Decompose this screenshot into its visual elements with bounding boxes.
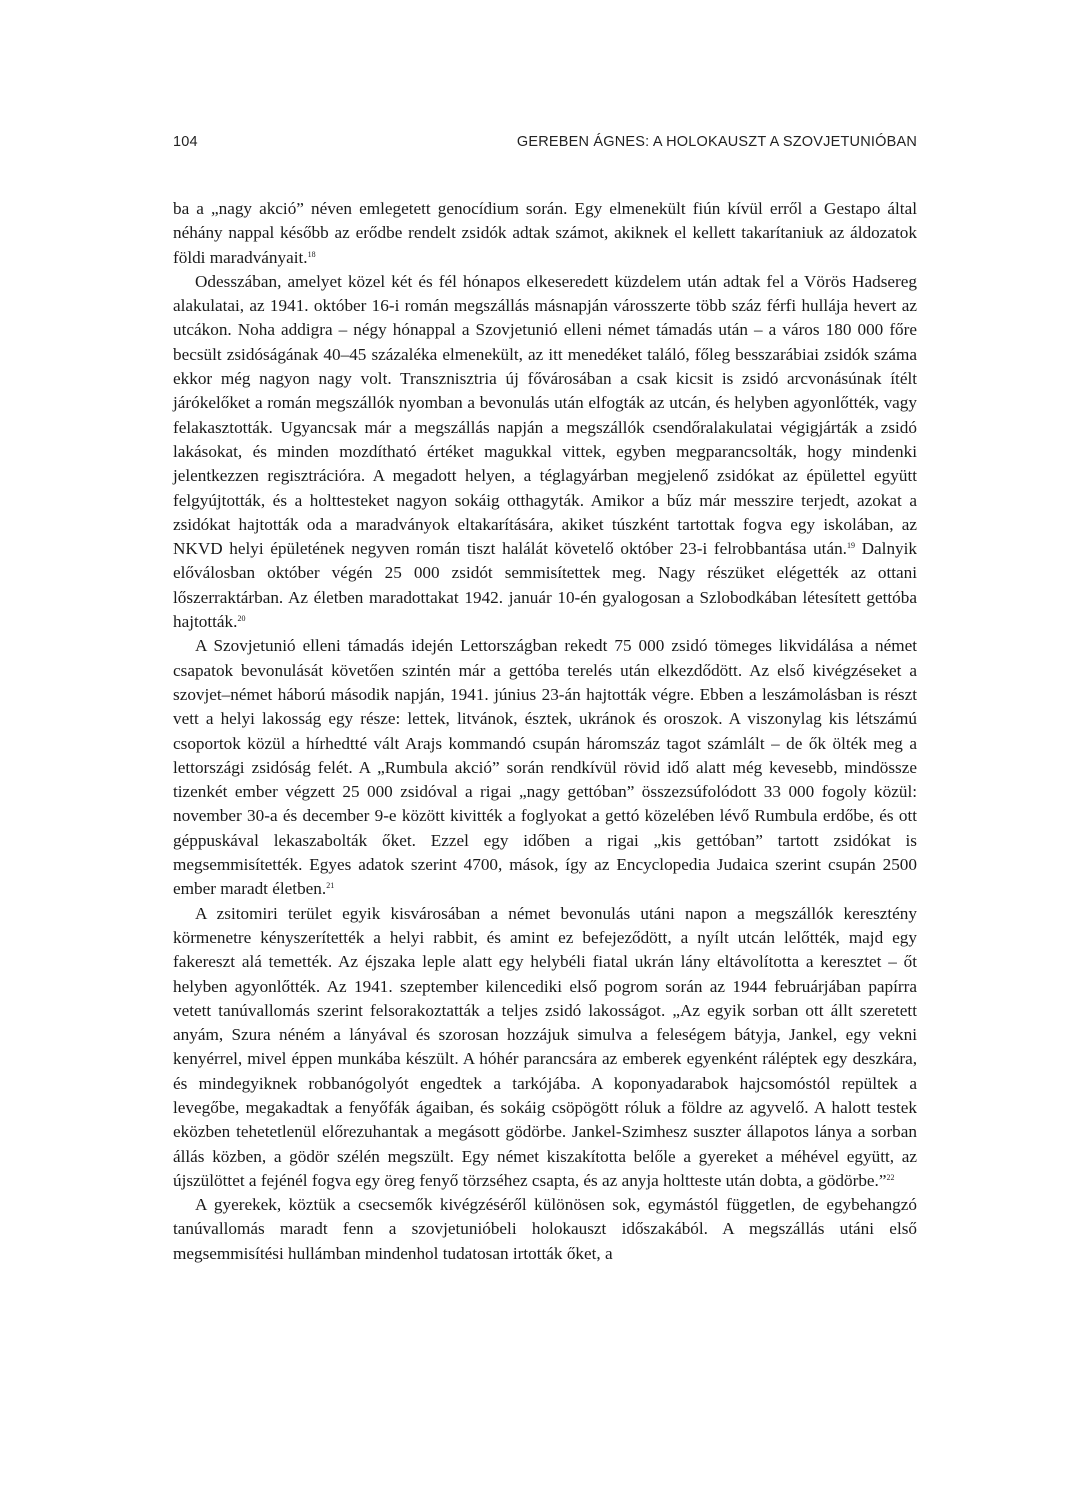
paragraph-3 [173, 634, 917, 901]
running-title: GEREBEN ÁGNES: A HOLOKAUSZT A SZOVJETUNIÓBAN [516, 134, 917, 150]
paragraph-2 [173, 270, 917, 634]
paragraph-1-text: ba a „nagy akció” néven emlegetett genocídium során. Egy elmenekült fiún kívül erről a Gestapo által néhány nappal később az erődbe rendelt zsidók adtak számot, akiknek el kellett takarítaniuk az áldozatok földi maradványait. [173, 199, 917, 267]
running-header [173, 134, 917, 156]
footnote-ref-19: 19 [846, 541, 855, 551]
paragraph-2-tail: Dalnyik előválosban október végén 25 000 zsidót semmisítettek meg. Nagy részüket elégették az ottani lőszerraktárban. Az életben maradottakat 1942. január 10-én gyalogosan a Szlobodkában létesített gettóba hajtották. [173, 539, 918, 632]
paragraph-2-text: Odesszában, amelyet közel két és fél hónapos elkeseredett küzdelem után adtak fel a Vörös Hadsereg alakulatai, az 1941. október 16-i román megszállás másnapján városszerte több száz férfi hullája hevert az utcákon. Noha addigra – négy hónappal a Szovjetunió elleni német támadás után – a város 180 000 főre becsült zsidóságának 40–45 százaléka elmenekült, az itt menedéket találó, főleg besszarábiai zsidók száma ekkor még nagyon nagy volt. Transznisztria új fővárosában a csak kicsit is zsidó arcvonásúnak ítélt járókelőket a román megszállók nyomban a bevonulás után elfogták az utcán, és helyben agyonlőtték, vagy felakasztották. Ugyancsak már a megszállás napján a megszállók csendőralakulatai végigjárták a zsidó lakásokat, és minden mozdítható értéket magukkal vittek, egyben megparancsolták, hogy mindenki jelentkezzen regisztrációra. A megadott helyen, a téglagyárban megjelenő zsidókat az épülettel együtt felgyújtották, és a holttesteket nagyon sokáig otthagyták. Amikor a bűz már messzire terjedt, azokat a zsidókat hajtották oda a maradványok eltakarítására, akiket túszként tartottak fogva egy iskolában, az NKVD helyi épületének negyven román tiszt halálát követelő október 23-i felrobbantása után. [173, 271, 917, 559]
paragraph-4-text: A zsitomiri terület egyik kisvárosában a német bevonulás utáni napon a megszállók keresztény körmenetre kényszerítették a helyi rabbit, és amint ez befejeződött, a nyílt utcán lelőtték, majd egy fakereszt alá temették. Az éjszaka leple alatt egy helybéli fiatal ukrán lány eltávolította a keresztet – őt helyben agyonlőtték. Az 1941. szeptember kilencediki első pogrom során az 1944 februárjában papírra vetett tanúvallomás szerint felsorakoztatták a teljes zsidó lakosságot. „Az egyik sorban ott állt szeretett anyám, Szura néném a lányával és szorosan hozzájuk simulva a feleségem bátyja, Jankel, egy vekni kenyérrel, mivel éppen munkába készült. A hóhér parancsára az emberek egyenként ráléptek egy deszkára, és mindegyiknek robbanógolyót engedtek a tarkójába. A koponyadarabok hajcsomóstól repültek a levegőbe, megakadtak a fenyőfák ágaiban, és sokáig csöpögött róluk a földre az agyvelő. A halott testek eközben tehetetlenül előrezuhantak a megásott gödörbe. Jankel-Szimhesz suszter állapotos lánya a sorban állás közben, a gödör szélén megszült. Egy német kiszakította belőle a gyereket a méhével együtt, az újszülöttet a fejénél fogva egy öreg fenyő törzséhez csapta, és az anyja holtteste után dobta, a gödörbe.” [173, 903, 917, 1190]
page-number: 104 [173, 134, 198, 150]
paragraph-5 [173, 1193, 917, 1266]
paragraph-1 [173, 197, 917, 270]
footnote-ref-20: 20 [237, 614, 246, 624]
paragraph-3-text: A Szovjetunió elleni támadás idején Lettországban rekedt 75 000 zsidó tömeges likvidálása a német csapatok bevonulását követően szintén már a gettóba terelés után elkezdődött. Az első kivégzéseket a szovjet–német háború második napján, 1941. június 23-án hajtották végre. Ebben a leszámolásban is részt vett a helyi lakosság egy része: lettek, litvánok, észtek, ukránok és oroszok. A viszonylag kis létszámú csoportok közül a hírhedtté vált Arajs kommandó csupán háromszáz tagot számlált – de ők ölték meg a lettországi zsidóság felét. A „Rumbula akció” során rendkívül rövid idő alatt még kevesebb, mindössze tizenkét ember végzett 25 000 zsidóval a rigai „nagy gettóban” összezsúfolódott 33 000 fogoly közül: november 30-a és december 9-e között kivitték a foglyokat a gettó közelében lévő Rumbula erdőbe, és ott géppuskával lekaszabolták őket. Ezzel egy időben a rigai „kis gettóban” tartott zsidókat is megsemmisítették. Egyes adatok szerint 4700, mások, így az Encyclopedia Judaica szerint csupán 2500 ember maradt életben. [173, 636, 917, 899]
paragraph-5-text: A gyerekek, köztük a csecsemők kivégzéséről különösen sok, egymástól független, de egybehangzó tanúvallomás maradt fenn a szovjetunióbeli holokauszt időszakából. A megszállás utáni első megsemmisítési hullámban mindenhol tudatosan irtották őket, a [173, 1195, 917, 1263]
footnote-ref-21: 21 [326, 881, 335, 891]
paragraph-4 [173, 902, 917, 1194]
footnote-ref-22: 22 [886, 1172, 895, 1182]
body-text [173, 197, 917, 1266]
footnote-ref-18: 18 [307, 249, 316, 259]
